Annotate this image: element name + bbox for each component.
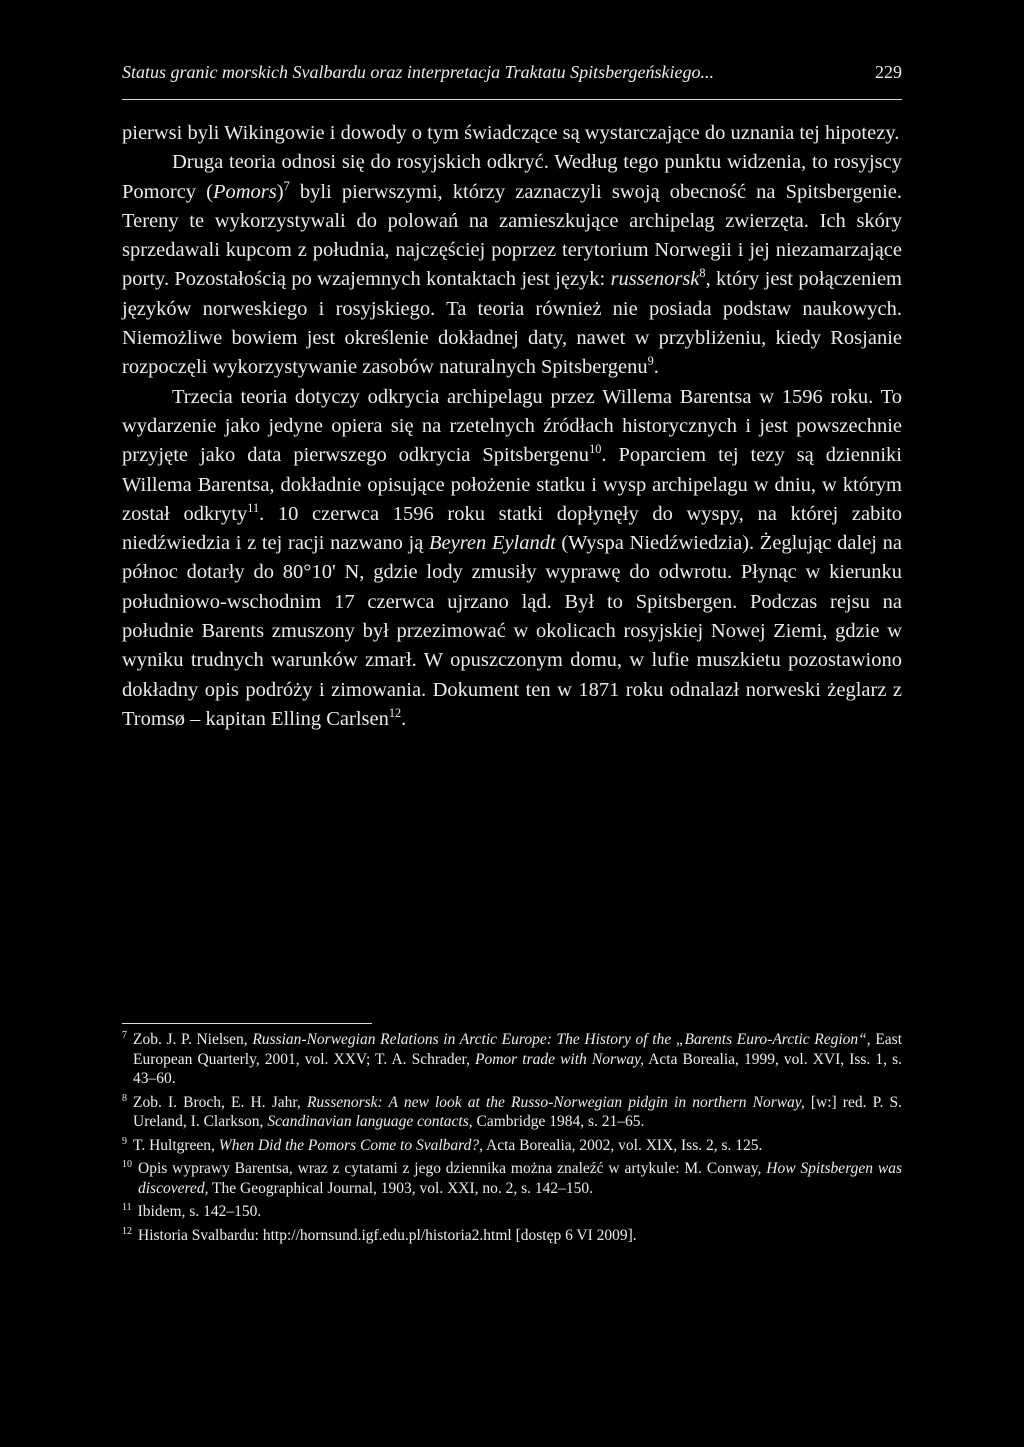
footnote-title: How Spitsbergen was discovered,: [138, 1160, 903, 1197]
footnote-title: When Did the Pomors Come to Svalbard?: [218, 1136, 480, 1154]
footnote-ref-12[interactable]: 12: [388, 706, 402, 721]
footnote-part: Ibidem, s. 142–150.: [137, 1203, 262, 1220]
footnote-part: Zob. J. P. Nielsen,: [133, 1031, 253, 1048]
running-header: [122, 62, 902, 83]
footnotes: [122, 1030, 902, 1249]
p3-text-1: Trzecia teoria dotyczy odkrycia archipelagu przez Willema Barentsa w 1596 roku. To wydarzenie jako jedyne opiera się na rzetelnych źródłach historycznych i jest powszechnie przyjęte jako data pierwszego odkrycia Spitsbergenu: [122, 385, 902, 467]
footnote-part: [w:] red. P. S. Ureland, I. Clarkson,: [133, 1093, 903, 1130]
footnote-title: Scandinavian language contacts: [267, 1113, 469, 1130]
footnote-text: [133, 1030, 902, 1089]
footnote-7: [122, 1030, 902, 1089]
p2-paren-close: ): [276, 180, 284, 203]
footnote-text: [133, 1093, 902, 1132]
p2-text-2: byli pierwszymi, którzy zaznaczyli swoją obecność na Spitsbergenie. Tereny te wykorzystywali do polowań na zamieszkujące archipelag zwierzęta. Ich skóry sprzedawali kupcom z południa, najczęściej poprzez terytorium Norwegii i jej niezamarzające porty. Pozostałością po wzajemnych kontaktach jest język:: [122, 180, 902, 291]
footnote-12: [122, 1226, 902, 1246]
footnote-title: Russenorsk: A new look at the Russo-Norwegian pidgin in northern Norway,: [306, 1093, 805, 1111]
footnote-number: 11: [122, 1202, 132, 1213]
footnote-rule: [122, 1023, 372, 1024]
p2-italic-russenorsk: russenorsk: [610, 268, 700, 291]
footnote-ref-7[interactable]: 7: [283, 178, 290, 193]
page-number: 229: [875, 62, 902, 82]
footnote-part: , East European Quarterly, 2001, vol. XXV; T. A. Schrader,: [133, 1031, 903, 1068]
footnote-ref-10[interactable]: 10: [589, 442, 602, 457]
paragraph-3: [122, 383, 902, 735]
footnote-ref-8[interactable]: 8: [699, 266, 706, 281]
footnote-ref-9[interactable]: 9: [647, 354, 654, 369]
footnote-text: [138, 1202, 902, 1222]
footnote-part: Opis wyprawy Barentsa, wraz z cytatami z jego dziennika można znaleźć w artykule: M. Conway,: [138, 1160, 767, 1177]
footnote-title: Pomor trade with Norway,: [475, 1050, 644, 1068]
p3-text-5: .: [401, 707, 407, 730]
footnote-part: T. Hultgreen,: [133, 1136, 219, 1154]
running-title: Status granic morskich Svalbardu oraz interpretacja Traktatu Spitsbergeńskiego...: [122, 62, 714, 82]
p2-text-1: Druga teoria odnosi się do rosyjskich odkryć. Według tego punktu widzenia, to rosyjscy Pomorcy (: [122, 151, 902, 203]
footnote-part: Acta Borealia, 1999, vol. XVI, Iss. 1, s. 43–60.: [133, 1050, 902, 1087]
paragraph-2: [122, 148, 902, 382]
p3-italic-beyren-eylandt: Beyren Eylandt: [429, 532, 556, 555]
p3-text-3: . 10 czerwca 1596 roku statki dopłynęły do wyspy, na której zabito niedźwiedzia i z tej racji nazwano ją: [122, 502, 903, 555]
p2-text-3: , który jest połączeniem języków norweskiego i rosyjskiego. Ta teoria również nie posiada podstaw naukowych. Niemożliwe bowiem jest określenie dokładnej daty, nawet w przybliżeniu, kiedy Rosjanie rozpoczęli wykorzystywanie zasobów naturalnych Spitsbergenu: [122, 268, 902, 379]
footnote-text: [138, 1226, 902, 1246]
footnote-part: Zob. I. Broch, E. H. Jahr,: [133, 1093, 307, 1111]
header-rule: [122, 99, 902, 100]
footnote-part: The Geographical Journal, 1903, vol. XXI, no. 2, s. 142–150.: [208, 1179, 594, 1197]
footnote-9: [122, 1136, 902, 1156]
footnote-number: 7: [122, 1030, 127, 1041]
footnote-10: [122, 1159, 902, 1198]
footnote-part: Historia Svalbardu: http://hornsund.igf.edu.pl/historia2.html [dostęp 6 VI 2009].: [138, 1226, 637, 1244]
p2-text-4: .: [653, 356, 659, 379]
body-text: [122, 119, 902, 734]
p3-text-2: . Poparciem tej tezy są dzienniki Willema Barentsa, dokładnie opisujące położenie statku i wysp archipelagu w dniu, w którym został odkryty: [122, 444, 902, 525]
footnote-text: [138, 1159, 902, 1198]
footnote-number: 8: [122, 1092, 127, 1104]
paragraph-1: [122, 119, 902, 148]
footnote-part: , Acta Borealia, 2002, vol. XIX, Iss. 2, s. 125.: [479, 1136, 763, 1154]
footnote-part: , Cambridge 1984, s. 21–65.: [468, 1113, 645, 1130]
footnote-number: 10: [122, 1159, 132, 1170]
p2-italic-pomors: Pomors: [212, 180, 277, 203]
footnote-ref-11[interactable]: 11: [247, 501, 260, 516]
footnote-11: [122, 1202, 902, 1222]
p3-text-4: (Wyspa Niedźwiedzia). Żeglując dalej na północ dotarły do 80°10' N, gdzie lody zmusiły wyprawę do odwrotu. Płynąc w kierunku południowo-wschodnim 17 czerwca ujrzano ląd. Był to Spitsbergen. Podczas rejsu na południe Barents zmuszony był przezimować w okolicach rosyjskiej Nowej Ziemi, gdzie w wyniku trudnych warunków zmarł. W opuszczonym domu, w lufie muszkietu pozostawiono dokładny opis podróży i zimowania. Dokument ten w 1871 roku odnalazł norweski żeglarz z Tromsø – kapitan Elling Carlsen: [122, 532, 902, 730]
footnote-number: 9: [122, 1135, 127, 1147]
footnote-text: [133, 1136, 902, 1156]
footnote-title: Russian-Norwegian Relations in Arctic Europe: The History of the „Barents Euro-Arctic Region“: [252, 1031, 867, 1048]
footnote-8: [122, 1093, 902, 1132]
footnote-number: 12: [122, 1225, 132, 1237]
paragraph-1-text: pierwsi byli Wikingowie i dowody o tym świadczące są wystarczające do uznania tej hipotezy.: [122, 122, 900, 144]
